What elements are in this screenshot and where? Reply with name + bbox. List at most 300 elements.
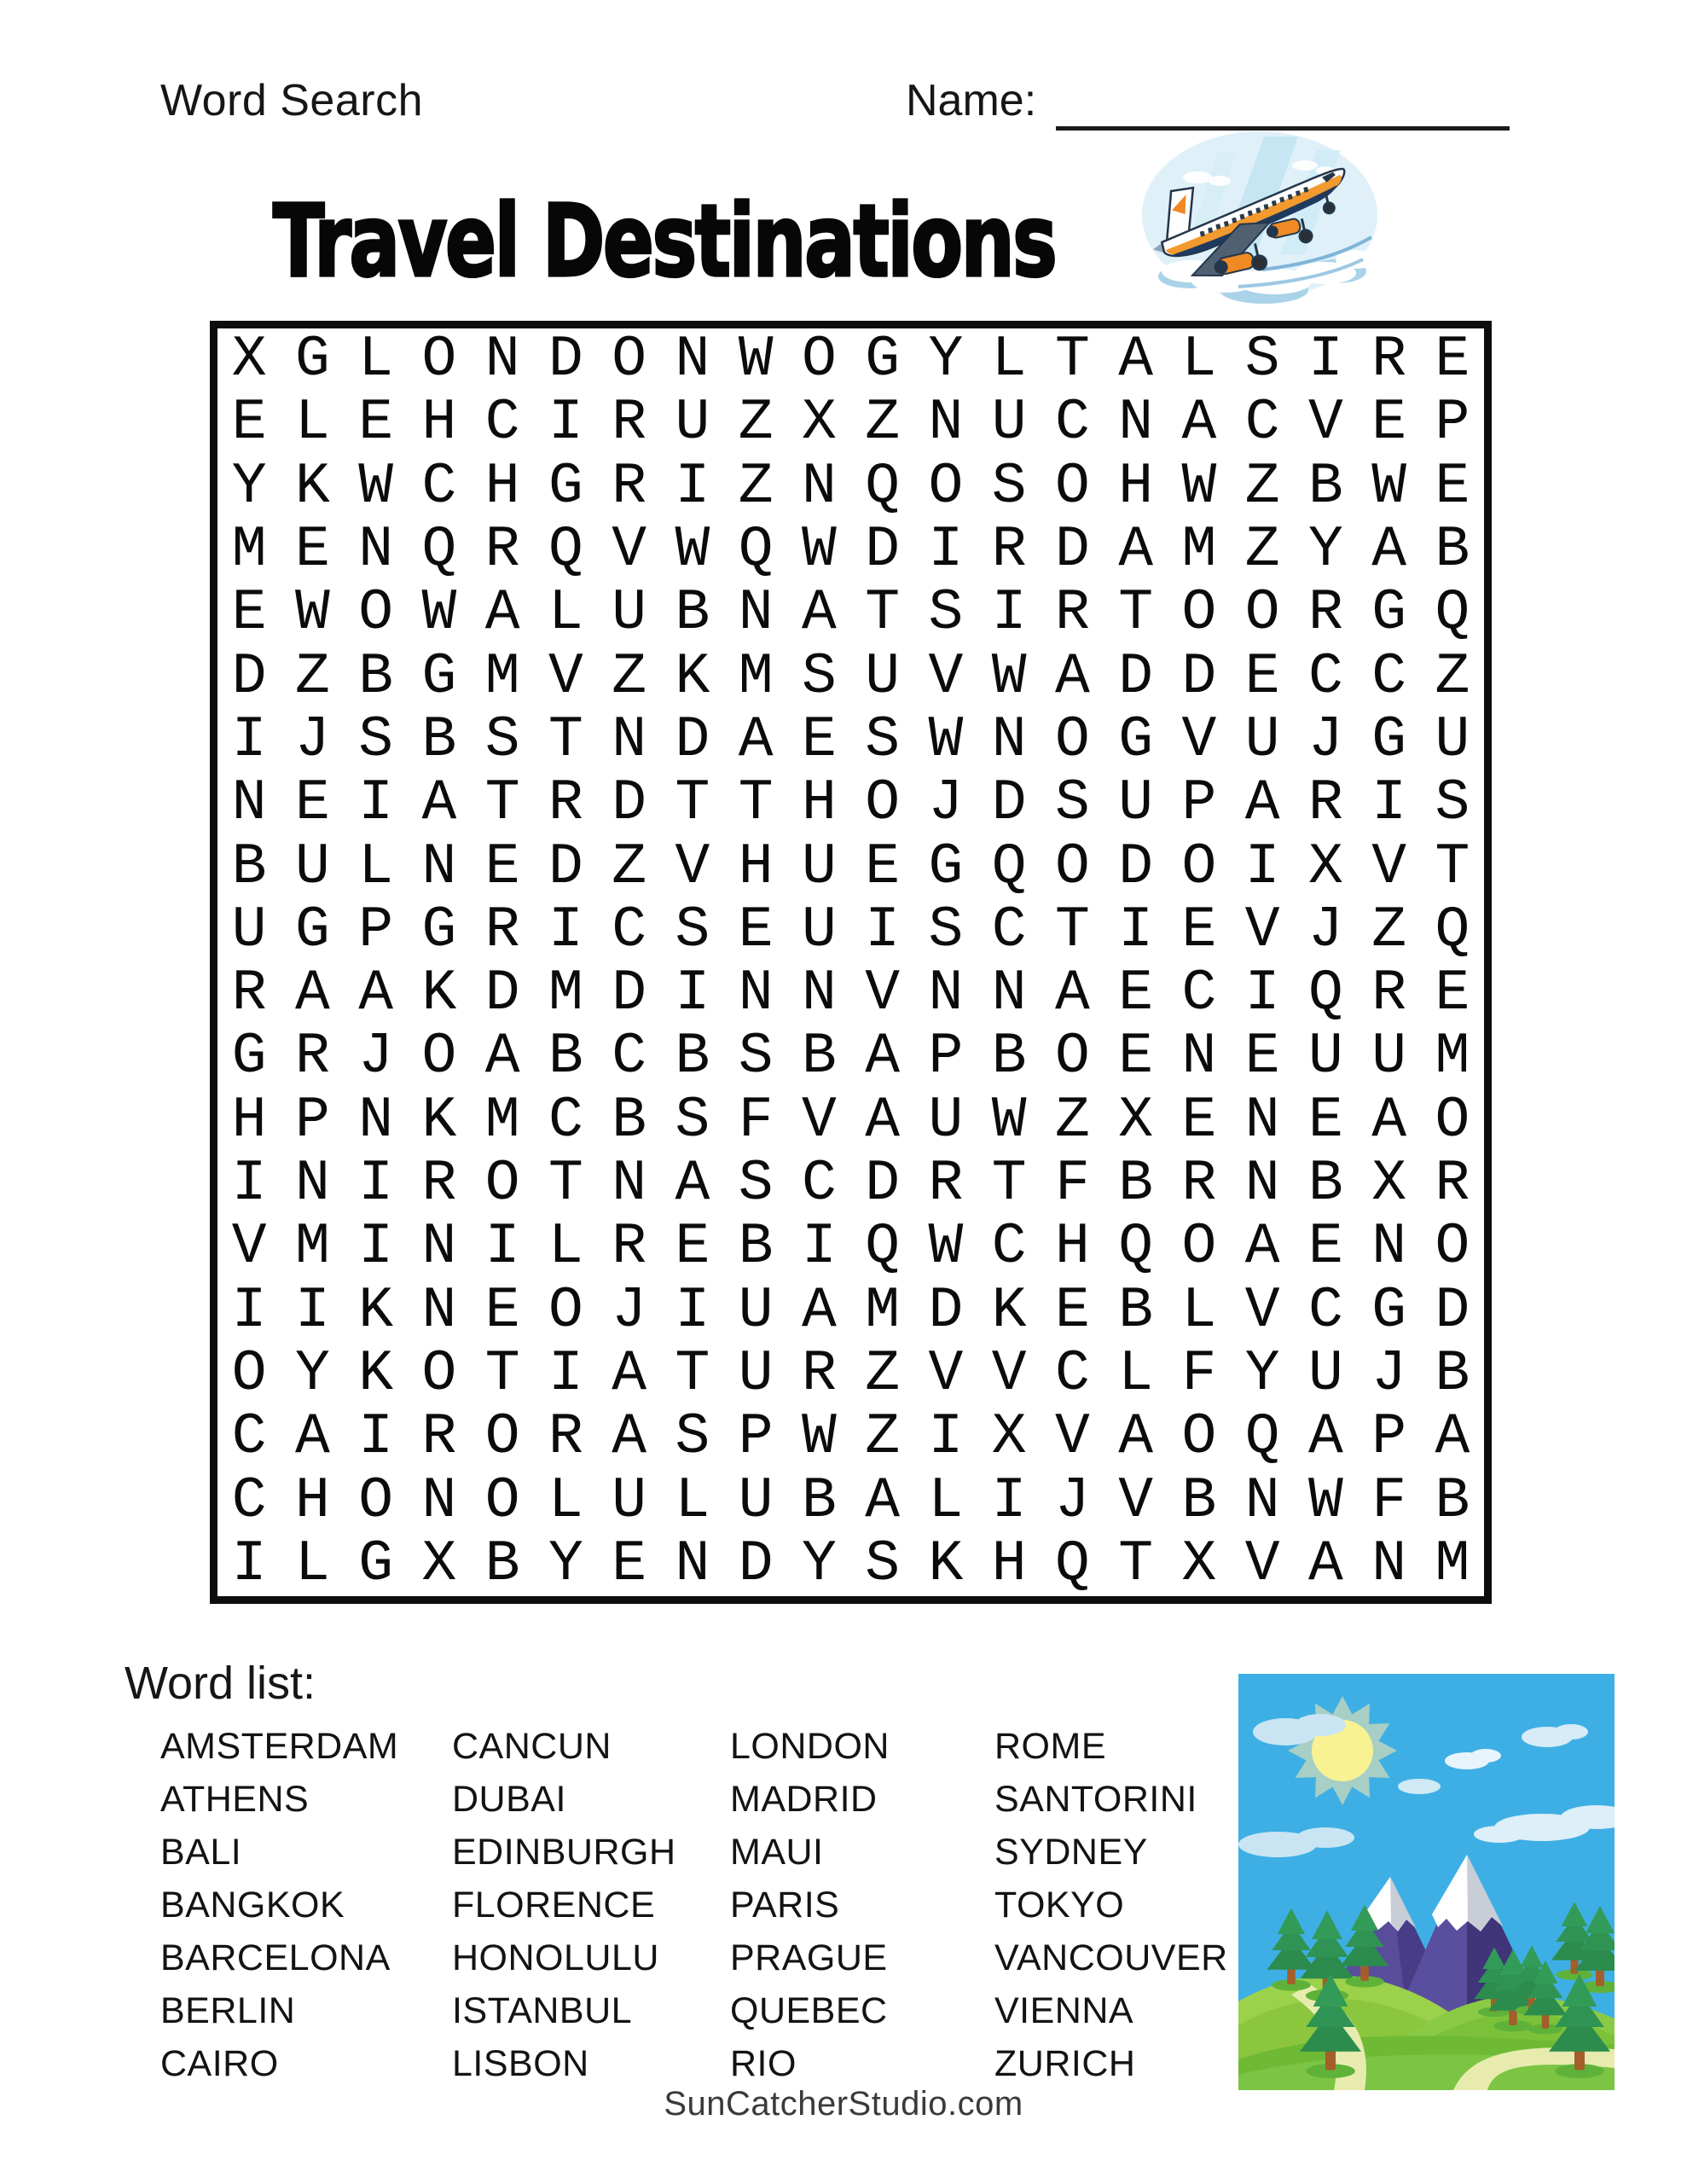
grid-cell-r16c14: E [1054, 1277, 1090, 1344]
grid-cell-r11c14: A [1054, 961, 1090, 1027]
grid-cell-r5c2: W [294, 580, 330, 647]
footer-site-credit: SunCatcherStudio.com [664, 2085, 1023, 2123]
grid-cell-r7c3: S [358, 706, 394, 773]
grid-cell-r10c7: C [612, 897, 647, 963]
grid-cell-r4c6: Q [548, 517, 583, 584]
grid-cell-r5c10: A [801, 580, 837, 647]
grid-cell-r15c1: V [231, 1214, 267, 1281]
grid-cell-r12c5: A [484, 1024, 520, 1090]
grid-cell-r4c11: D [865, 517, 901, 584]
grid-cell-r10c17: V [1244, 897, 1280, 963]
grid-cell-r14c15: B [1118, 1151, 1154, 1217]
grid-cell-r14c20: R [1435, 1151, 1470, 1217]
grid-cell-r7c19: G [1371, 706, 1407, 773]
grid-cell-r5c4: W [421, 580, 457, 647]
grid-cell-r4c10: W [801, 517, 837, 584]
grid-cell-r5c11: T [865, 580, 901, 647]
grid-cell-r1c5: N [484, 327, 520, 393]
grid-cell-r18c13: X [991, 1404, 1027, 1471]
grid-cell-r10c13: C [991, 897, 1027, 963]
grid-cell-r15c14: H [1054, 1214, 1090, 1281]
grid-cell-r16c15: B [1118, 1277, 1154, 1344]
grid-cell-r10c11: I [865, 897, 901, 963]
grid-cell-r5c5: A [484, 580, 520, 647]
grid-cell-r6c10: S [801, 643, 837, 710]
grid-cell-r1c2: G [294, 327, 330, 393]
grid-cell-r5c17: O [1244, 580, 1280, 647]
grid-cell-r5c20: Q [1435, 580, 1470, 647]
grid-cell-r3c14: O [1054, 453, 1090, 520]
grid-cell-r15c8: E [675, 1214, 710, 1281]
grid-cell-r11c5: D [484, 961, 520, 1027]
grid-cell-r3c4: C [421, 453, 457, 520]
grid-cell-r7c6: T [548, 706, 583, 773]
grid-cell-r18c20: A [1435, 1404, 1470, 1471]
grid-cell-r20c10: Y [801, 1531, 837, 1597]
grid-cell-r3c17: Z [1244, 453, 1280, 520]
grid-cell-r14c10: C [801, 1151, 837, 1217]
grid-cell-r14c17: N [1244, 1151, 1280, 1217]
grid-cell-r3c10: N [801, 453, 837, 520]
grid-cell-r9c16: O [1181, 834, 1217, 900]
grid-cell-r19c19: F [1371, 1467, 1407, 1534]
word-list-item: PARIS [730, 1885, 840, 1926]
grid-cell-r2c5: C [484, 390, 520, 456]
grid-cell-r20c13: H [991, 1531, 1027, 1597]
grid-cell-r8c11: O [865, 770, 901, 837]
grid-cell-r1c8: N [675, 327, 710, 393]
grid-cell-r18c11: Z [865, 1404, 901, 1471]
grid-cell-r19c7: U [612, 1467, 647, 1534]
word-list-item: FLORENCE [452, 1885, 656, 1926]
grid-cell-r4c8: W [675, 517, 710, 584]
grid-cell-r20c5: B [484, 1531, 520, 1597]
grid-cell-r2c9: Z [738, 390, 774, 456]
grid-cell-r9c2: U [294, 834, 330, 900]
grid-cell-r5c1: E [231, 580, 267, 647]
grid-cell-r13c10: V [801, 1087, 837, 1153]
grid-cell-r7c1: I [231, 706, 267, 773]
grid-cell-r13c14: Z [1054, 1087, 1090, 1153]
grid-cell-r4c17: Z [1244, 517, 1280, 584]
grid-cell-r16c18: C [1307, 1277, 1343, 1344]
grid-cell-r20c18: A [1307, 1531, 1343, 1597]
grid-cell-r12c17: E [1244, 1024, 1280, 1090]
grid-cell-r16c19: G [1371, 1277, 1407, 1344]
grid-cell-r15c11: Q [865, 1214, 901, 1281]
grid-cell-r18c18: A [1307, 1404, 1343, 1471]
grid-cell-r6c3: B [358, 643, 394, 710]
grid-cell-r10c19: Z [1371, 897, 1407, 963]
word-list-column-1 [160, 1720, 452, 2090]
grid-cell-r9c14: O [1054, 834, 1090, 900]
grid-cell-r4c20: B [1435, 517, 1470, 584]
grid-cell-r8c9: T [738, 770, 774, 837]
grid-cell-r1c19: R [1371, 327, 1407, 393]
grid-cell-r15c4: N [421, 1214, 457, 1281]
grid-cell-r13c4: K [421, 1087, 457, 1153]
grid-cell-r7c8: D [675, 706, 710, 773]
grid-cell-r6c18: C [1307, 643, 1343, 710]
grid-cell-r10c5: R [484, 897, 520, 963]
grid-cell-r10c14: T [1054, 897, 1090, 963]
grid-cell-r5c19: G [1371, 580, 1407, 647]
grid-cell-r18c14: V [1054, 1404, 1090, 1471]
grid-cell-r9c15: D [1118, 834, 1154, 900]
grid-cell-r14c8: A [675, 1151, 710, 1217]
grid-cell-r9c1: B [231, 834, 267, 900]
grid-cell-r2c8: U [675, 390, 710, 456]
grid-cell-r16c2: I [294, 1277, 330, 1344]
grid-cell-r8c13: D [991, 770, 1027, 837]
grid-cell-r8c17: A [1244, 770, 1280, 837]
grid-cell-r2c2: L [294, 390, 330, 456]
grid-cell-r5c3: O [358, 580, 394, 647]
grid-cell-r18c12: I [928, 1404, 964, 1471]
grid-cell-r1c1: X [231, 327, 267, 393]
grid-cell-r4c5: R [484, 517, 520, 584]
grid-cell-r12c15: E [1118, 1024, 1154, 1090]
grid-cell-r14c13: T [991, 1151, 1027, 1217]
grid-cell-r18c1: C [231, 1404, 267, 1471]
grid-cell-r8c1: N [231, 770, 267, 837]
grid-cell-r6c4: G [421, 643, 457, 710]
grid-cell-r3c6: G [548, 453, 583, 520]
word-list-column-3 [730, 1720, 994, 2090]
grid-cell-r2c15: N [1118, 390, 1154, 456]
grid-cell-r10c18: J [1307, 897, 1343, 963]
grid-cell-r8c14: S [1054, 770, 1090, 837]
grid-cell-r9c20: T [1435, 834, 1470, 900]
grid-cell-r12c9: S [738, 1024, 774, 1090]
grid-cell-r9c6: D [548, 834, 583, 900]
word-list-item: SYDNEY [994, 1832, 1148, 1873]
grid-cell-r7c12: W [928, 706, 964, 773]
grid-cell-r6c12: V [928, 643, 964, 710]
grid-cell-r19c14: J [1054, 1467, 1090, 1534]
word-list-item: BERLIN [160, 1990, 296, 2031]
grid-cell-r16c7: J [612, 1277, 647, 1344]
grid-cell-r11c10: N [801, 961, 837, 1027]
grid-cell-r13c15: X [1118, 1087, 1154, 1153]
word-list-item: ATHENS [160, 1779, 310, 1820]
grid-cell-r2c11: Z [865, 390, 901, 456]
grid-cell-r14c19: X [1371, 1151, 1407, 1217]
grid-cell-r7c7: N [612, 706, 647, 773]
grid-cell-r20c7: E [612, 1531, 647, 1597]
puzzle-title: Travel Destinations [273, 184, 1056, 299]
grid-cell-r11c16: C [1181, 961, 1217, 1027]
grid-cell-r6c19: C [1371, 643, 1407, 710]
grid-cell-r3c3: W [358, 453, 394, 520]
grid-cell-r16c12: D [928, 1277, 964, 1344]
word-list-item: ROME [994, 1726, 1106, 1767]
grid-cell-r10c12: S [928, 897, 964, 963]
grid-cell-r17c17: Y [1244, 1340, 1280, 1407]
grid-cell-r18c7: A [612, 1404, 647, 1471]
grid-cell-r1c7: O [612, 327, 647, 393]
grid-cell-r20c15: T [1118, 1531, 1154, 1597]
grid-cell-r9c9: H [738, 834, 774, 900]
grid-cell-r18c17: Q [1244, 1404, 1280, 1471]
grid-cell-r8c19: I [1371, 770, 1407, 837]
grid-cell-r13c11: A [865, 1087, 901, 1153]
grid-cell-r1c3: L [358, 327, 394, 393]
grid-cell-r12c18: U [1307, 1024, 1343, 1090]
grid-cell-r8c5: T [484, 770, 520, 837]
grid-cell-r5c13: I [991, 580, 1027, 647]
grid-cell-r11c7: D [612, 961, 647, 1027]
grid-cell-r17c16: F [1181, 1340, 1217, 1407]
grid-cell-r3c18: B [1307, 453, 1343, 520]
grid-cell-r11c6: M [548, 961, 583, 1027]
grid-cell-r14c9: S [738, 1151, 774, 1217]
word-list-column-4 [994, 1720, 1228, 2090]
grid-cell-r11c19: R [1371, 961, 1407, 1027]
grid-cell-r5c8: B [675, 580, 710, 647]
word-list-item: BALI [160, 1832, 242, 1873]
grid-cell-r9c13: Q [991, 834, 1027, 900]
word-list-item: VIENNA [994, 1990, 1134, 2031]
grid-cell-r15c18: E [1307, 1214, 1343, 1281]
grid-cell-r18c4: R [421, 1404, 457, 1471]
grid-cell-r10c8: S [675, 897, 710, 963]
grid-cell-r11c12: N [928, 961, 964, 1027]
grid-cell-r8c10: H [801, 770, 837, 837]
grid-cell-r12c20: M [1435, 1024, 1470, 1090]
grid-cell-r16c4: N [421, 1277, 457, 1344]
grid-cell-r4c14: D [1054, 517, 1090, 584]
grid-cell-r15c15: Q [1118, 1214, 1154, 1281]
grid-cell-r20c8: N [675, 1531, 710, 1597]
word-list-item: EDINBURGH [452, 1832, 676, 1873]
grid-cell-r15c10: I [801, 1214, 837, 1281]
grid-cell-r3c20: E [1435, 453, 1470, 520]
grid-cell-r2c18: V [1307, 390, 1343, 456]
grid-cell-r1c12: Y [928, 327, 964, 393]
grid-cell-r3c19: W [1371, 453, 1407, 520]
grid-cell-r6c5: M [484, 643, 520, 710]
grid-cell-r19c12: L [928, 1467, 964, 1534]
grid-cell-r1c10: O [801, 327, 837, 393]
grid-cell-r17c13: V [991, 1340, 1027, 1407]
grid-cell-r17c7: A [612, 1340, 647, 1407]
word-list-column-2 [452, 1720, 730, 2090]
grid-cell-r15c7: R [612, 1214, 647, 1281]
grid-cell-r4c19: A [1371, 517, 1407, 584]
grid-cell-r4c7: V [612, 517, 647, 584]
grid-cell-r3c8: I [675, 453, 710, 520]
grid-cell-r3c16: W [1181, 453, 1217, 520]
word-list-item: MAUI [730, 1832, 824, 1873]
grid-cell-r19c11: A [865, 1467, 901, 1534]
grid-cell-r10c4: G [421, 897, 457, 963]
grid-cell-r12c3: J [358, 1024, 394, 1090]
grid-cell-r18c19: P [1371, 1404, 1407, 1471]
grid-cell-r13c20: O [1435, 1087, 1470, 1153]
grid-cell-r4c18: Y [1307, 517, 1343, 584]
grid-cell-r15c5: I [484, 1214, 520, 1281]
grid-cell-r18c15: A [1118, 1404, 1154, 1471]
word-list-item: AMSTERDAM [160, 1726, 399, 1767]
grid-cell-r3c9: Z [738, 453, 774, 520]
grid-cell-r16c6: O [548, 1277, 583, 1344]
grid-cell-r5c18: R [1307, 580, 1343, 647]
grid-cell-r8c12: J [928, 770, 964, 837]
grid-cell-r10c10: U [801, 897, 837, 963]
grid-cell-r7c2: J [294, 706, 330, 773]
grid-cell-r18c9: P [738, 1404, 774, 1471]
grid-cell-r19c4: N [421, 1467, 457, 1534]
grid-cell-r20c19: N [1371, 1531, 1407, 1597]
grid-cell-r20c6: Y [548, 1531, 583, 1597]
grid-cell-r20c2: L [294, 1531, 330, 1597]
grid-cell-r6c6: V [548, 643, 583, 710]
grid-cell-r20c9: D [738, 1531, 774, 1597]
grid-cell-r14c7: N [612, 1151, 647, 1217]
grid-cell-r13c13: W [991, 1087, 1027, 1153]
grid-cell-r11c1: R [231, 961, 267, 1027]
grid-cell-r18c5: O [484, 1404, 520, 1471]
grid-cell-r19c10: B [801, 1467, 837, 1534]
grid-cell-r19c3: O [358, 1467, 394, 1534]
grid-cell-r7c18: J [1307, 706, 1343, 773]
grid-cell-r8c2: E [294, 770, 330, 837]
grid-cell-r16c8: I [675, 1277, 710, 1344]
grid-cell-r8c16: P [1181, 770, 1217, 837]
grid-cell-r17c18: U [1307, 1340, 1343, 1407]
grid-cell-r4c12: I [928, 517, 964, 584]
grid-cell-r6c8: K [675, 643, 710, 710]
grid-cell-r17c4: O [421, 1340, 457, 1407]
grid-cell-r9c17: I [1244, 834, 1280, 900]
grid-cell-r10c6: I [548, 897, 583, 963]
grid-cell-r18c16: O [1181, 1404, 1217, 1471]
grid-cell-r18c8: S [675, 1404, 710, 1471]
grid-cell-r6c9: M [738, 643, 774, 710]
grid-cell-r13c2: P [294, 1087, 330, 1153]
grid-cell-r9c12: G [928, 834, 964, 900]
grid-cell-r19c20: B [1435, 1467, 1470, 1534]
word-list-item: CAIRO [160, 2043, 279, 2084]
grid-cell-r1c17: S [1244, 327, 1280, 393]
grid-cell-r13c17: N [1244, 1087, 1280, 1153]
grid-cell-r10c9: E [738, 897, 774, 963]
grid-cell-r20c3: G [358, 1531, 394, 1597]
grid-cell-r11c20: E [1435, 961, 1470, 1027]
grid-cell-r10c15: I [1118, 897, 1154, 963]
grid-cell-r17c3: K [358, 1340, 394, 1407]
grid-cell-r7c17: U [1244, 706, 1280, 773]
grid-cell-r7c15: G [1118, 706, 1154, 773]
grid-cell-r19c9: U [738, 1467, 774, 1534]
grid-cell-r7c5: S [484, 706, 520, 773]
grid-cell-r20c16: X [1181, 1531, 1217, 1597]
grid-cell-r16c11: M [865, 1277, 901, 1344]
grid-cell-r17c15: L [1118, 1340, 1154, 1407]
word-list-label: Word list: [125, 1658, 316, 1709]
grid-cell-r2c19: E [1371, 390, 1407, 456]
grid-cell-r16c17: V [1244, 1277, 1280, 1344]
grid-cell-r19c17: N [1244, 1467, 1280, 1534]
grid-cell-r13c12: U [928, 1087, 964, 1153]
grid-cell-r9c18: X [1307, 834, 1343, 900]
grid-cell-r12c10: B [801, 1024, 837, 1090]
grid-cell-r1c6: D [548, 327, 583, 393]
word-list-item: DUBAI [452, 1779, 566, 1820]
grid-cell-r7c20: U [1435, 706, 1470, 773]
grid-cell-r15c13: C [991, 1214, 1027, 1281]
grid-cell-r6c13: W [991, 643, 1027, 710]
grid-cell-r16c1: I [231, 1277, 267, 1344]
grid-cell-r14c3: I [358, 1151, 394, 1217]
grid-cell-r11c15: E [1118, 961, 1154, 1027]
grid-cell-r12c1: G [231, 1024, 267, 1090]
grid-cell-r9c3: L [358, 834, 394, 900]
grid-cell-r3c12: O [928, 453, 964, 520]
grid-cell-r20c12: K [928, 1531, 964, 1597]
grid-cell-r10c3: P [358, 897, 394, 963]
grid-cell-r2c13: U [991, 390, 1027, 456]
grid-cell-r8c7: D [612, 770, 647, 837]
grid-cell-r11c4: K [421, 961, 457, 1027]
grid-cell-r17c5: T [484, 1340, 520, 1407]
grid-cell-r11c17: I [1244, 961, 1280, 1027]
word-search-grid [210, 321, 1492, 1604]
grid-cell-r14c14: F [1054, 1151, 1090, 1217]
word-list-item: BARCELONA [160, 1937, 391, 1978]
grid-cell-r18c6: R [548, 1404, 583, 1471]
grid-cell-r19c2: H [294, 1467, 330, 1534]
word-list-item: TOKYO [994, 1885, 1125, 1926]
word-list-item: ISTANBUL [452, 1990, 633, 2031]
grid-cell-r11c9: N [738, 961, 774, 1027]
grid-cell-r1c16: L [1181, 327, 1217, 393]
grid-cell-r14c11: D [865, 1151, 901, 1217]
word-list-item: PRAGUE [730, 1937, 888, 1978]
grid-cell-r20c11: S [865, 1531, 901, 1597]
grid-cell-r8c6: R [548, 770, 583, 837]
word-list-item: QUEBEC [730, 1990, 888, 2031]
grid-cell-r11c11: V [865, 961, 901, 1027]
grid-cell-r9c8: V [675, 834, 710, 900]
grid-cell-r12c2: R [294, 1024, 330, 1090]
grid-cell-r17c11: Z [865, 1340, 901, 1407]
grid-cell-r1c9: W [738, 327, 774, 393]
grid-cell-r12c6: B [548, 1024, 583, 1090]
grid-cell-r17c12: V [928, 1340, 964, 1407]
grid-cell-r12c11: A [865, 1024, 901, 1090]
grid-cell-r5c9: N [738, 580, 774, 647]
mountain-landscape-illustration [1238, 1674, 1615, 2090]
grid-cell-r6c2: Z [294, 643, 330, 710]
airplane-illustration [1136, 125, 1383, 305]
word-list-item: SANTORINI [994, 1779, 1197, 1820]
grid-cell-r7c4: B [421, 706, 457, 773]
grid-cell-r13c3: N [358, 1087, 394, 1153]
grid-cell-r8c4: A [421, 770, 457, 837]
grid-cell-r5c15: T [1118, 580, 1154, 647]
grid-cell-r15c17: A [1244, 1214, 1280, 1281]
grid-cell-r9c4: N [421, 834, 457, 900]
grid-cell-r20c20: M [1435, 1531, 1470, 1597]
word-list-item: ZURICH [994, 2043, 1136, 2084]
grid-cell-r1c20: E [1435, 327, 1470, 393]
grid-cell-r15c6: L [548, 1214, 583, 1281]
grid-cell-r19c18: W [1307, 1467, 1343, 1534]
grid-cell-r11c3: A [358, 961, 394, 1027]
grid-cell-r2c12: N [928, 390, 964, 456]
